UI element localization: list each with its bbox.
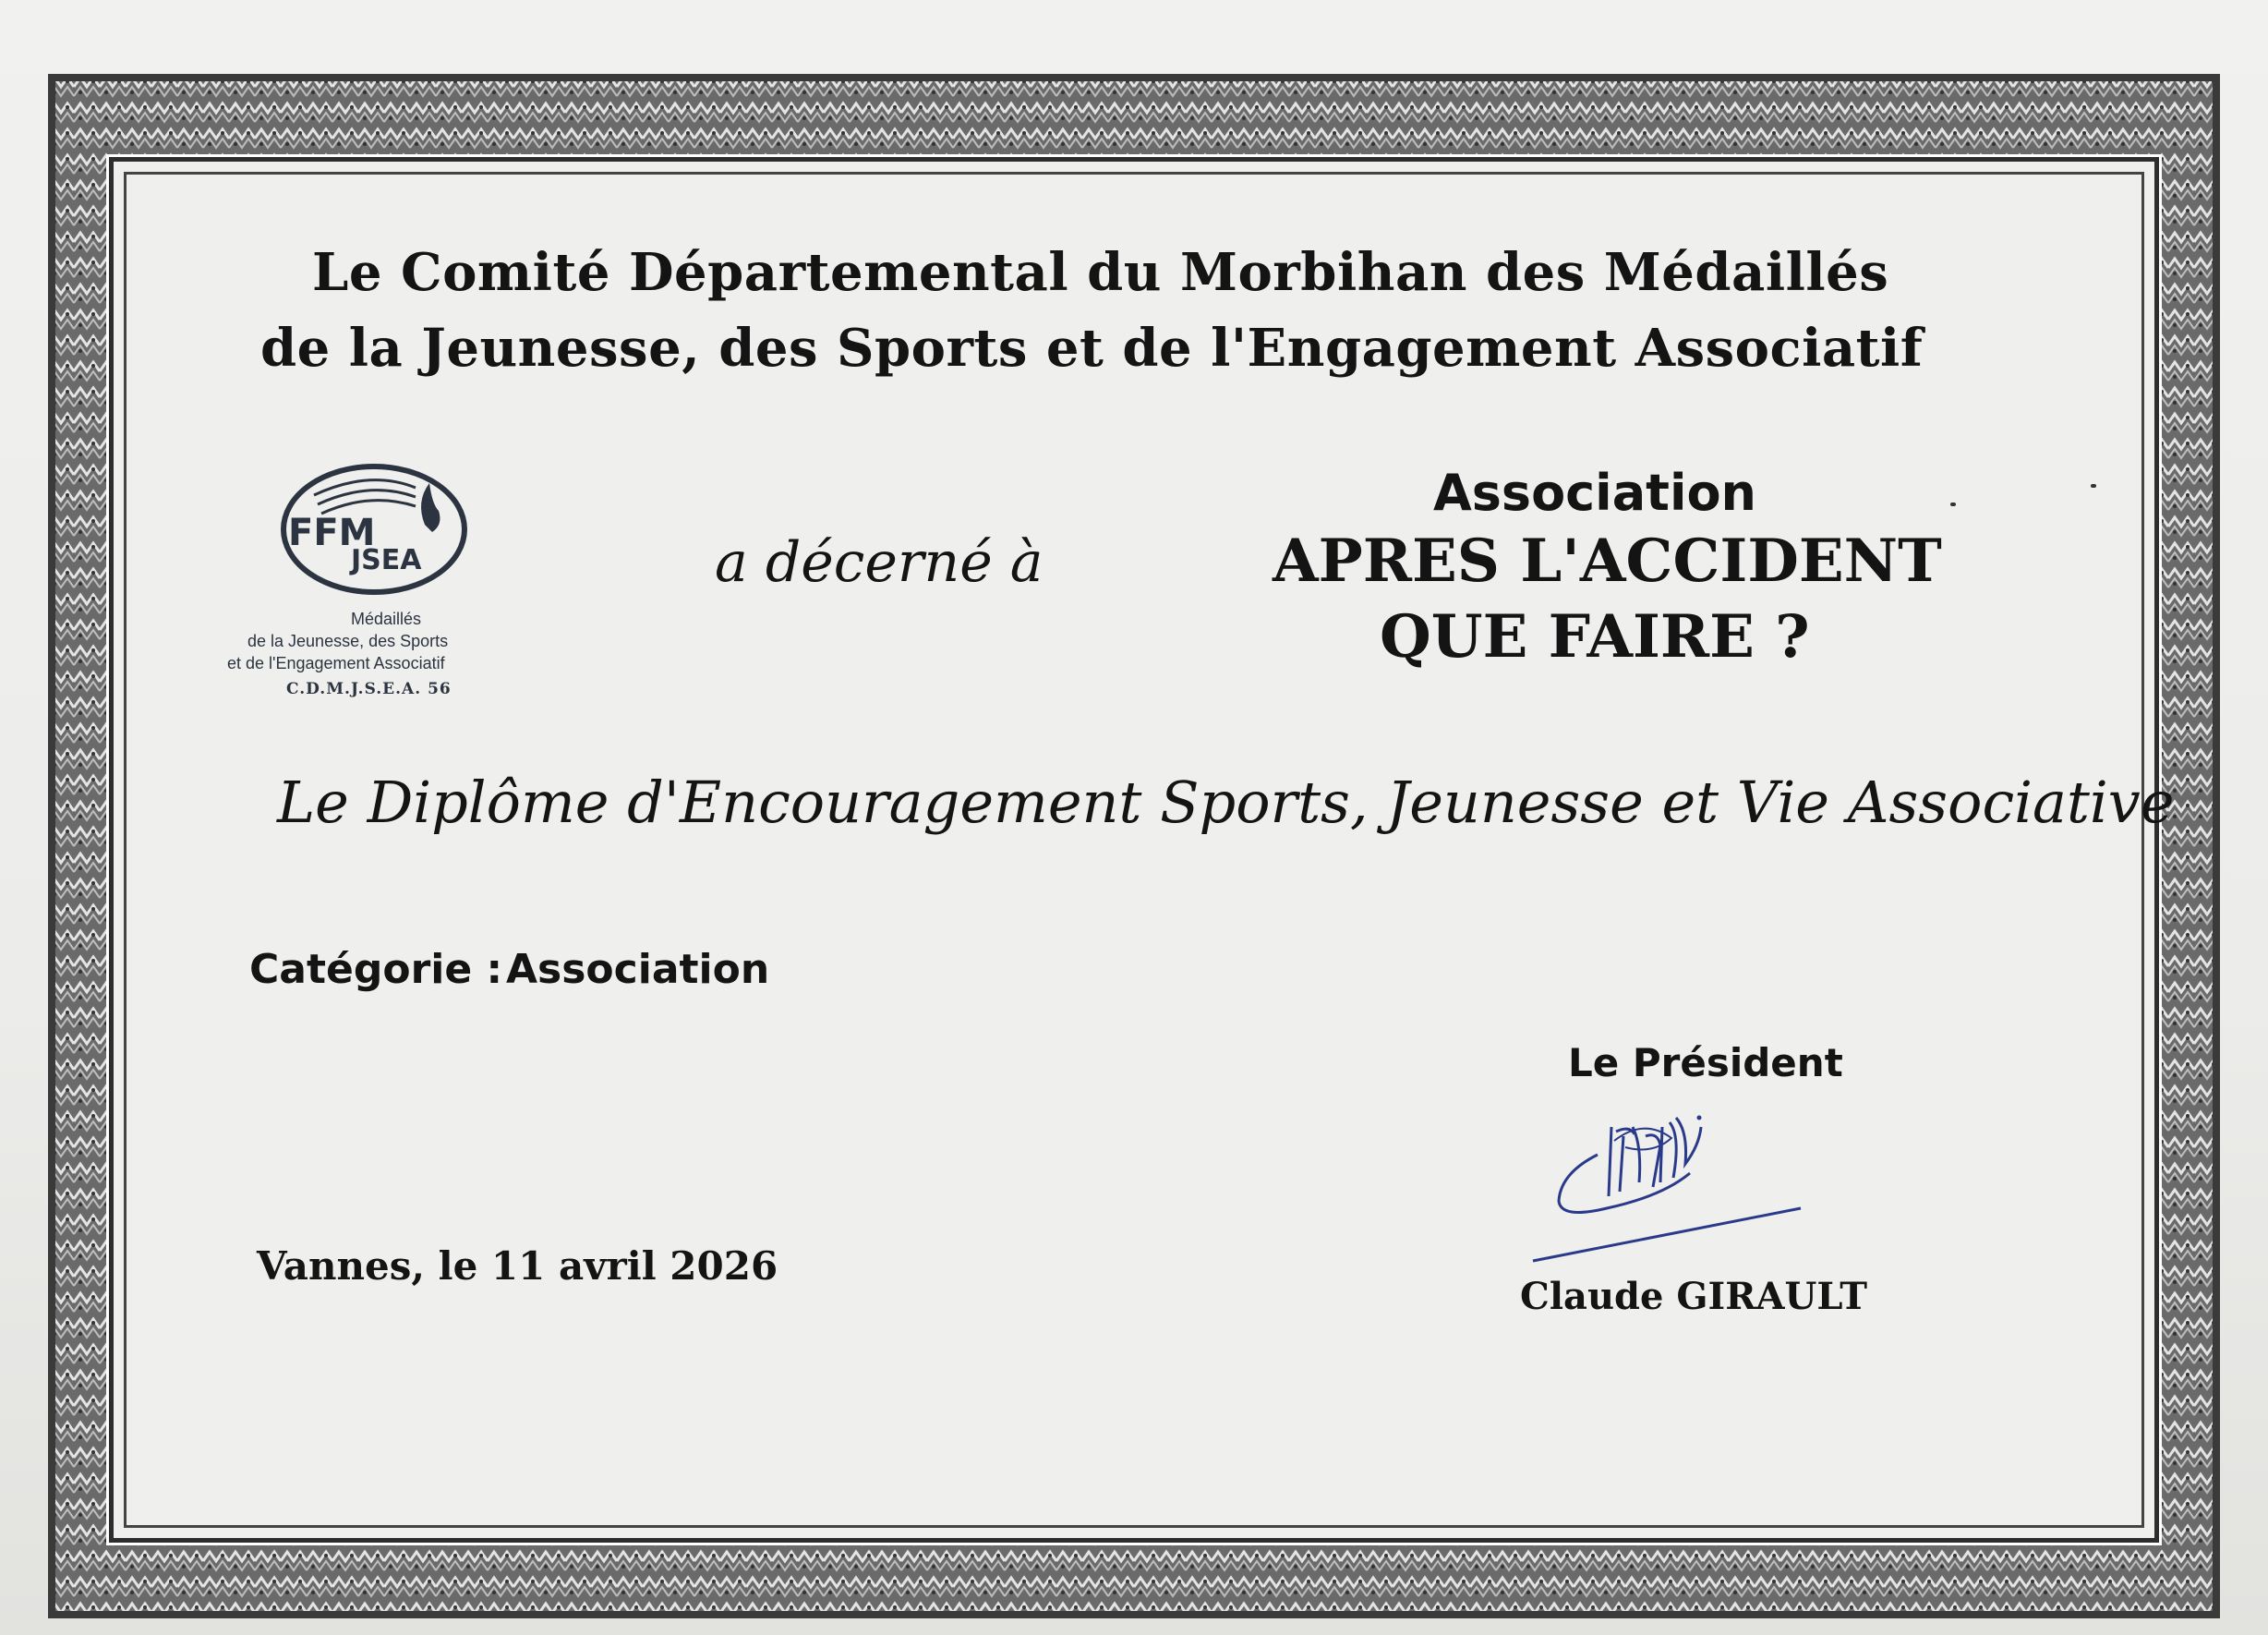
awarded-to-text: a décerné à (715, 530, 1044, 595)
recipient-name-line-1: APRES L'ACCIDENT (1273, 527, 1942, 596)
category-label: Catégorie : (249, 946, 503, 993)
recipient-name-line-2: QUE FAIRE ? (1380, 602, 1810, 672)
header-line-1: Le Comité Départemental du Morbihan des Médaillés (312, 242, 1889, 303)
speck (1950, 503, 1956, 506)
category-value: Association (506, 946, 770, 993)
signatory-role: Le Président (1568, 1040, 1843, 1085)
recipient-label: Association (1433, 464, 1756, 522)
ffmjsea-logo (277, 460, 471, 599)
diploma-title: Le Diplôme d'Encouragement Sports, Jeunesse et Vie Associative (277, 769, 2175, 836)
logo-caption-3: et de l'Engagement Associatif (227, 654, 445, 672)
handwritten-signature (1524, 1090, 1819, 1266)
logo-caption-4: C.D.M.J.S.E.A. 56 (286, 680, 452, 698)
signatory-name: Claude GIRAULT (1520, 1275, 1868, 1318)
logo-caption-2: de la Jeunesse, des Sports (247, 632, 449, 650)
speck (2091, 484, 2096, 488)
logo-text-main: FFM (288, 512, 376, 554)
place-and-date: Vannes, le 11 avril 2026 (257, 1243, 778, 1289)
logo-text-sub: JSEA (351, 544, 422, 576)
logo-caption-1: Médaillés (351, 610, 422, 628)
header-line-2: de la Jeunesse, des Sports et de l'Engagement Associatif (260, 318, 1924, 379)
